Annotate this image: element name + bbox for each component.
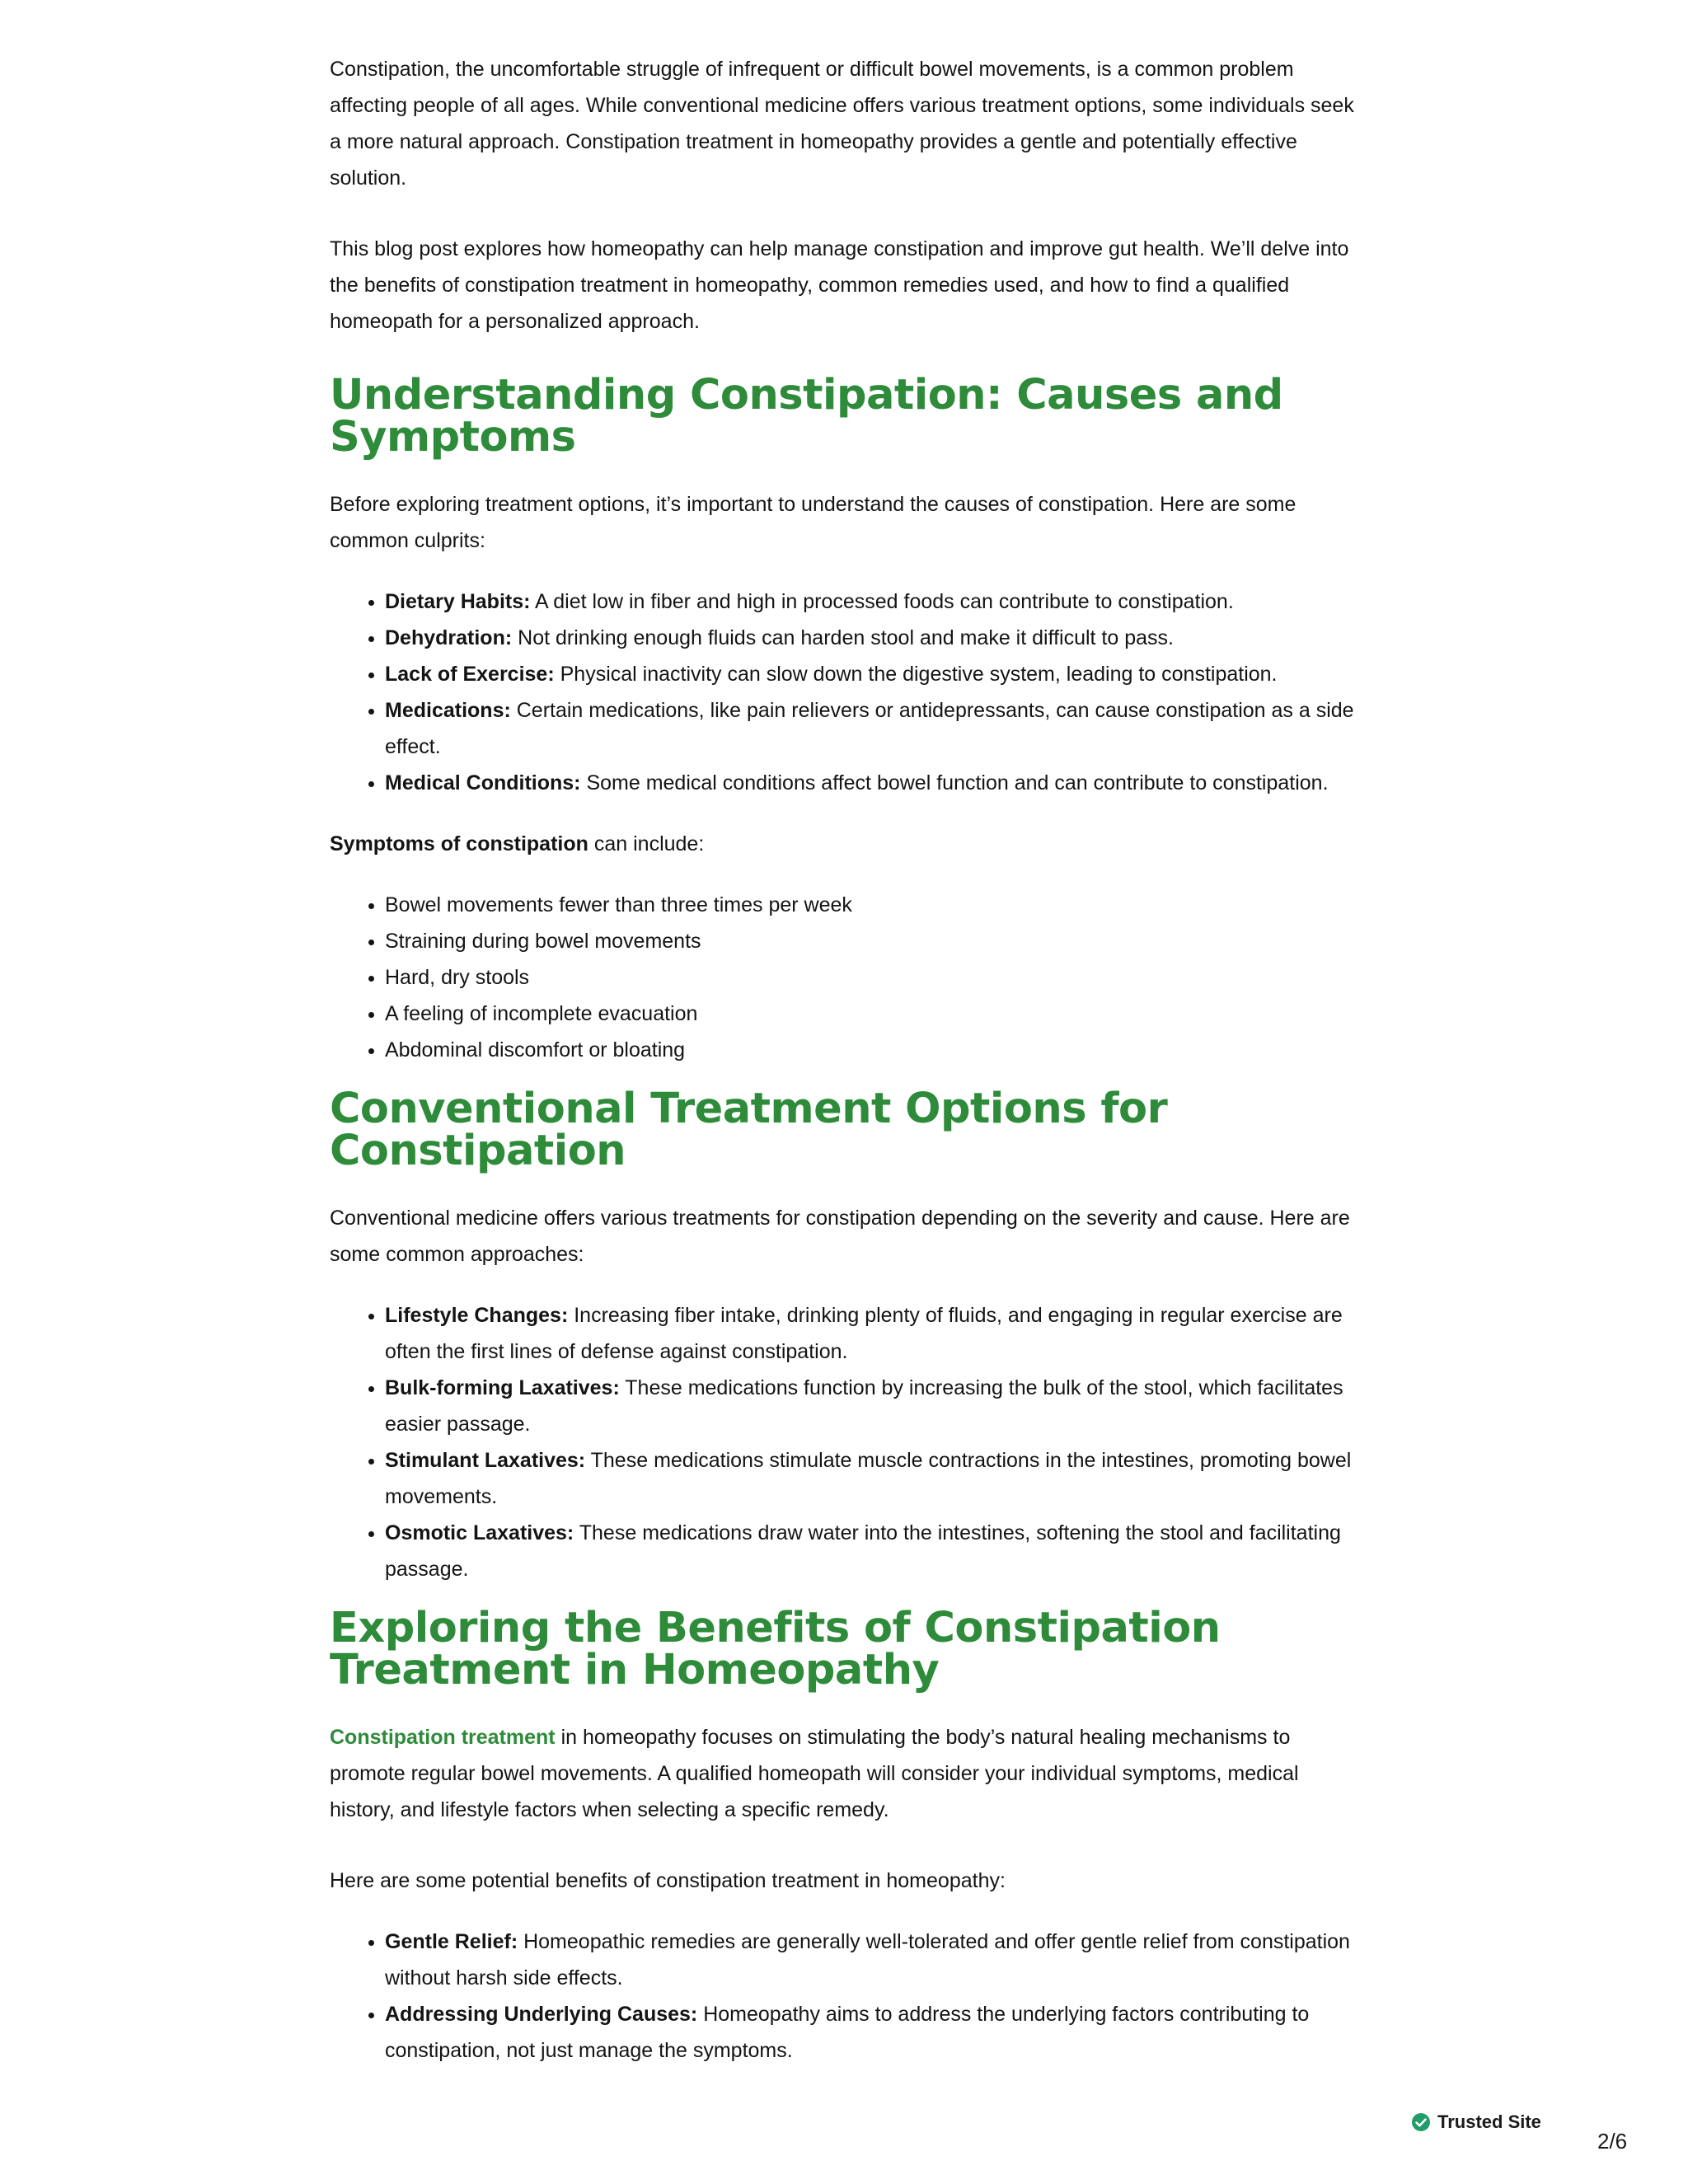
item-text: Increasing fiber intake, drinking plenty of fluids, and engaging in regular exercise are often the first lines of defense against constipation. (385, 1304, 1343, 1363)
causes-intro: Before exploring treatment options, it’s important to understand the causes of constipation. Here are some common culprits: (330, 493, 1296, 552)
homeopathy-paragraph-1 (330, 1719, 1368, 1828)
heading-line: Symptoms (330, 413, 576, 462)
section-heading-conventional (330, 1085, 1368, 1175)
list-item: • Abdominal discomfort or bloating (385, 1032, 1368, 1068)
list-item: • A feeling of incomplete evacuation (385, 996, 1368, 1032)
intro-paragraph-2: This blog post explores how homeopathy can help manage constipation and improve gut health. We’ll delve into the benefits of constipation treatment in homeopathy, common remedies used, and how to find a qualified homeopath for a personalized approach. (330, 237, 1349, 333)
constipation-treatment-link[interactable]: Constipation treatment (330, 1726, 556, 1749)
item-term: Addressing Underlying Causes: (385, 2003, 698, 2026)
trusted-site-badge[interactable] (1411, 2111, 1541, 2133)
paragraph-text: in homeopathy focuses on stimulating the body’s natural healing mechanisms to promote regular bowel movements. A qualified homeopath will consider your individual symptoms, medical history, and lifestyle factors when selecting a specific remedy. (330, 1726, 1299, 1821)
symptoms-lead: Symptoms of constipation (330, 832, 588, 855)
list-item (385, 692, 1368, 765)
item-term: Gentle Relief: (385, 1930, 518, 1953)
heading-line: Conventional Treatment Options for (330, 1085, 1168, 1133)
conventional-list (330, 1297, 1368, 1587)
heading-line: Exploring the Benefits of Constipation (330, 1604, 1221, 1652)
item-term: Lifestyle Changes: (385, 1304, 569, 1327)
item-term: Medications: (385, 699, 511, 722)
list-item (385, 1996, 1368, 2069)
list-item: • Hard, dry stools (385, 959, 1368, 996)
check-circle-icon (1411, 2112, 1431, 2132)
symptoms-lead-rest: can include: (588, 832, 705, 855)
benefits-list (330, 1924, 1368, 2069)
item-text: Physical inactivity can slow down the digestive system, leading to constipation. (554, 663, 1278, 686)
section-heading-homeopathy (330, 1604, 1368, 1694)
list-item (385, 765, 1368, 801)
conventional-intro: Conventional medicine offers various treatments for constipation depending on the severity and cause. Here are some common approaches: (330, 1207, 1350, 1266)
item-text: A diet low in fiber and high in processed foods can contribute to constipation. (530, 590, 1234, 613)
symptoms-list (330, 887, 1368, 1068)
list-item (385, 1442, 1368, 1515)
item-term: Bulk-forming Laxatives: (385, 1376, 620, 1399)
item-text: These medications stimulate muscle contractions in the intestines, promoting bowel movements. (385, 1449, 1352, 1508)
list-item (385, 1370, 1368, 1442)
list-item (385, 1515, 1368, 1587)
item-text: These medications function by increasing the bulk of the stool, which facilitates easier passage. (385, 1376, 1343, 1436)
heading-line: Treatment in Homeopathy (330, 1646, 940, 1694)
item-term: Dehydration: (385, 626, 513, 649)
list-item: • Straining during bowel movements (385, 923, 1368, 959)
list-item (385, 1924, 1368, 1996)
heading-line: Constipation (330, 1127, 626, 1175)
item-term: Osmotic Laxatives: (385, 1521, 574, 1544)
causes-list (330, 583, 1368, 801)
item-term: Stimulant Laxatives: (385, 1449, 586, 1472)
item-term: Lack of Exercise: (385, 663, 555, 686)
item-term: Dietary Habits: (385, 590, 531, 613)
item-term: Medical Conditions: (385, 771, 581, 794)
list-item (385, 1297, 1368, 1370)
intro-paragraph-1: Constipation, the uncomfortable struggle of infrequent or difficult bowel movements, is a common problem affecting people of all ages. While conventional medicine offers various treatment options, some individuals seek a more natural approach. Constipation treatment in homeopathy provides a gentle and potentially effective solution. (330, 58, 1354, 190)
trusted-site-label: Trusted Site (1437, 2111, 1541, 2132)
list-item (385, 656, 1368, 692)
heading-line: Understanding Constipation: Causes and (330, 371, 1283, 419)
symptoms-intro (330, 826, 1368, 862)
list-item (385, 620, 1368, 656)
item-text: These medications draw water into the intestines, softening the stool and facilitating passage. (385, 1521, 1341, 1581)
section-heading-causes (330, 371, 1368, 462)
item-text: Homeopathy aims to address the underlying factors contributing to constipation, not just manage the symptoms. (385, 2003, 1310, 2062)
item-text: Not drinking enough fluids can harden stool and make it difficult to pass. (512, 626, 1174, 649)
article-content (330, 51, 1368, 2069)
page-number: 2/6 (1597, 2129, 1628, 2154)
item-text: Certain medications, like pain relievers or antidepressants, can cause constipation as a side effect. (385, 699, 1354, 758)
list-item: • Bowel movements fewer than three times per week (385, 887, 1368, 923)
item-text: Some medical conditions affect bowel function and can contribute to constipation. (580, 771, 1329, 794)
list-item (385, 583, 1368, 620)
homeopathy-paragraph-2: Here are some potential benefits of constipation treatment in homeopathy: (330, 1869, 1006, 1892)
item-text: Homeopathic remedies are generally well-tolerated and offer gentle relief from constipation without harsh side effects. (385, 1930, 1350, 1990)
